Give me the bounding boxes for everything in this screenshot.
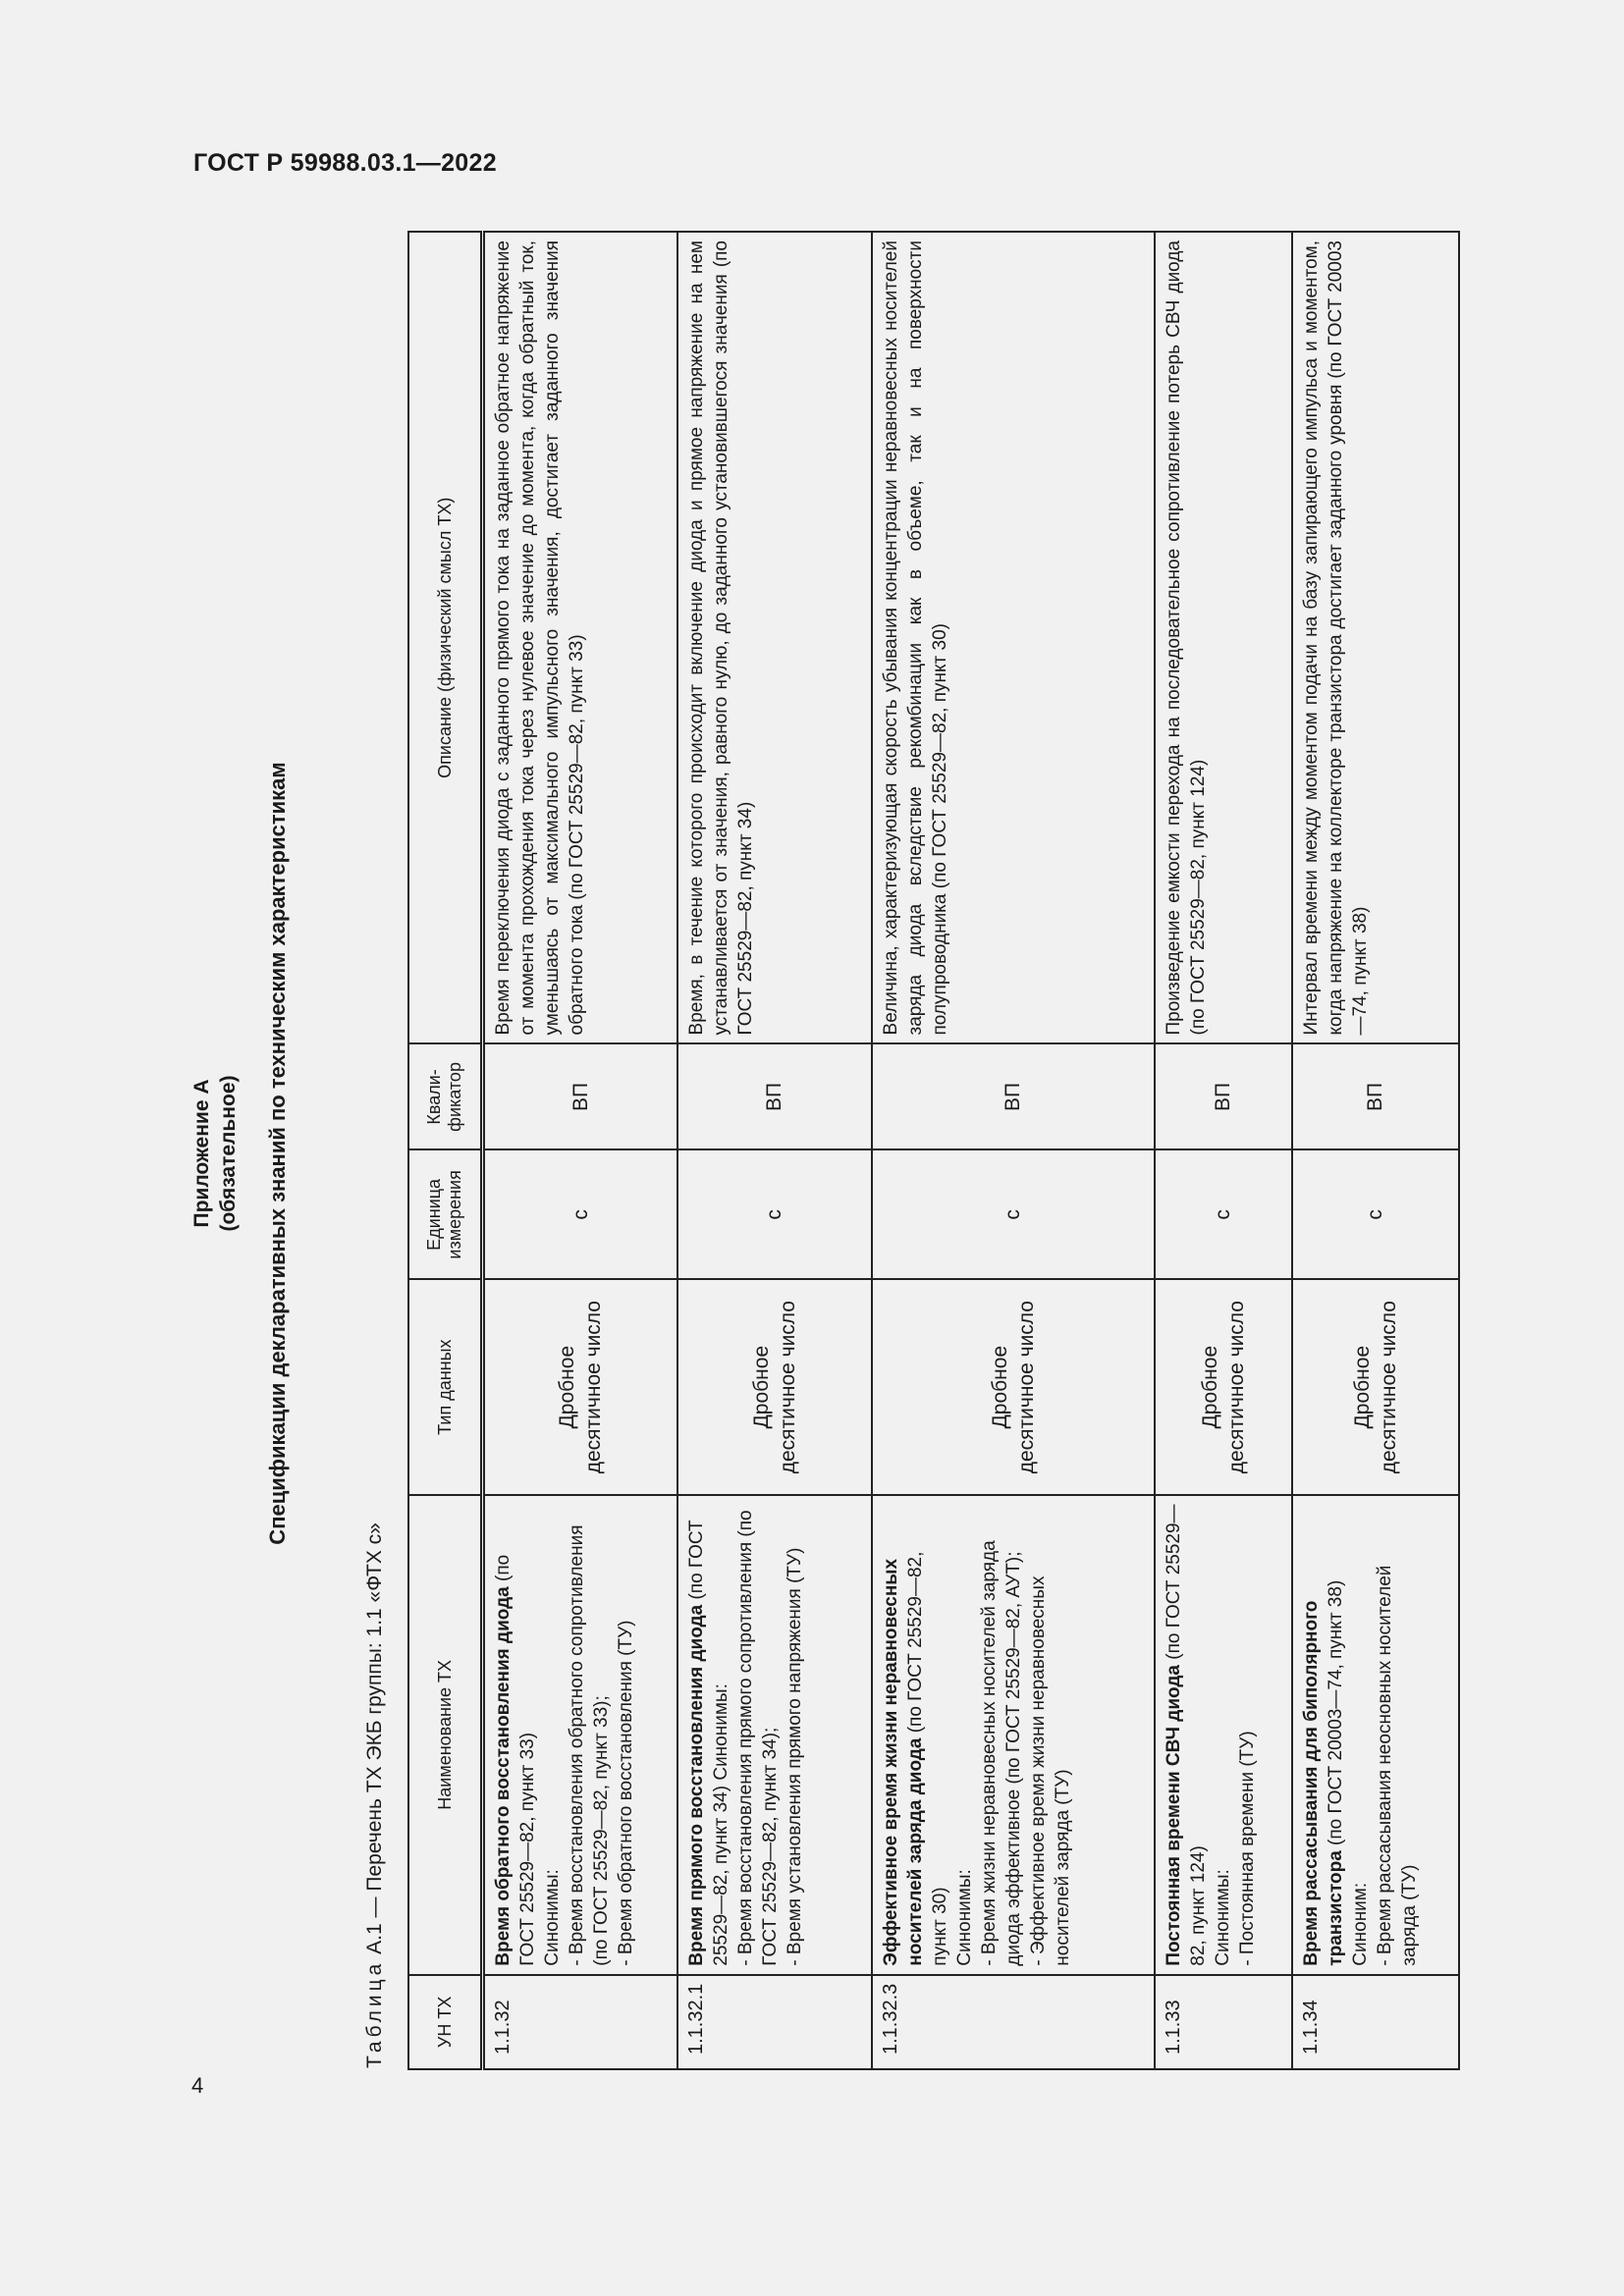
synonyms-label: Синоним: (1349, 1882, 1371, 1966)
cell-unit: с (1155, 1149, 1292, 1279)
cell-qualifier: ВП (677, 1043, 872, 1149)
header-un: УН ТХ (408, 1975, 483, 2069)
tx-name-bold: Постоянная времени СВЧ диода (1163, 1665, 1184, 1966)
tx-name-bold: Эффективное время жизни неравновесных носителей заряда диода (880, 1558, 926, 1966)
cell-unit: с (1292, 1149, 1459, 1279)
table-caption (363, 1522, 387, 2068)
appendix-status: (обязательное) (217, 1075, 240, 1232)
cell-description: Интервал времени между моментом подачи на базу запирающего импульса и моментом, когда напряжение на коллекторе транзистора достигает заданного уровня (по ГОСТ 20003—74, пункт 38) (1292, 232, 1459, 1043)
synonym-item: - Время жизни неравновесных носителей заряда диода эффективное (по ГОСТ 25529—82, АУТ); (978, 1540, 1024, 1966)
table-header-row (408, 232, 483, 2069)
synonyms-label: Синонимы: (953, 1869, 975, 1966)
table-row (483, 232, 677, 2069)
tx-name-bold: Время прямого восстановления диода (685, 1604, 707, 1966)
table-caption-text: А.1 — Перечень ТХ ЭКБ группы: 1.1 «ФТХ с» (363, 1522, 386, 1954)
table-row (1155, 232, 1292, 2069)
synonym-item: - Время обратного восстановления (ТУ) (616, 1620, 636, 1966)
cell-description: Величина, характеризующая скорость убывания концентрации неравновесных носителей заряда диода вследствие рекомбинации как в объеме, так и на поверхности полупроводника (по ГОСТ 25529—82, пункт 30) (872, 232, 1155, 1043)
appendix-title (189, 231, 242, 2076)
cell-name (1155, 1495, 1292, 1975)
cell-unit: с (483, 1149, 677, 1279)
table-row (677, 232, 872, 2069)
table-row (872, 232, 1155, 2069)
synonym-item: - Эффективное время жизни неравновесных носителей заряда (ТУ) (1027, 1575, 1073, 1966)
cell-un: 1.1.34 (1292, 1975, 1459, 2069)
cell-name (1292, 1495, 1459, 1975)
synonyms-label: Синонимы: (1212, 1869, 1233, 1966)
header-type: Тип данных (408, 1279, 483, 1495)
cell-description: Произведение емкости перехода на последовательное сопротивление потерь СВЧ диода (по ГОСТ 25529—82, пункт 124) (1155, 232, 1292, 1043)
cell-un: 1.1.32.3 (872, 1975, 1155, 2069)
cell-unit: с (677, 1149, 872, 1279)
cell-qualifier: ВП (872, 1043, 1155, 1149)
spec-title: Спецификации декларативных знаний по техническим характеристикам (265, 762, 290, 1545)
cell-description: Время, в течение которого происходит включение диода и прямое напряжение на нем устанавливается от значения, равного нулю, до заданного установившегося значения (по ГОСТ 25529—82, пункт 34) (677, 232, 872, 1043)
cell-un: 1.1.32 (483, 1975, 677, 2069)
synonym-item: - Время рассасывания неосновных носителей заряда (ТУ) (1374, 1565, 1420, 1966)
synonyms-label: Синонимы: (542, 1869, 563, 1966)
header-unit-line1: Единица (424, 1178, 444, 1251)
tx-name-ref: (по ГОСТ 20003—74, пункт 38) (1325, 1579, 1346, 1851)
cell-type: Дробное десятичное число (1292, 1279, 1459, 1495)
cell-qualifier: ВП (483, 1043, 677, 1149)
synonym-item: - Время восстановления прямого сопротивления (по ГОСТ 25529—82, пункт 34); (734, 1510, 781, 1966)
cell-type: Дробное десятичное число (483, 1279, 677, 1495)
appendix-label: Приложение А (190, 1079, 213, 1228)
tx-name-bold: Время обратного восстановления диода (493, 1586, 514, 1966)
tx-name-bold: Время рассасывания для биполярного транзистора (1300, 1600, 1346, 1966)
header-qualifier-line1: Квали- (424, 1069, 444, 1125)
cell-type: Дробное десятичное число (677, 1279, 872, 1495)
cell-qualifier: ВП (1155, 1043, 1292, 1149)
cell-un: 1.1.32.1 (677, 1975, 872, 2069)
cell-description: Время переключения диода с заданного прямого тока на заданное обратное напряжение от момента прохождения тока через нулевое значение до момента, когда обратный ток, уменьшаясь от максимального импульсного значения, достигает заданного значения обратного тока (по ГОСТ 25529—82, пункт 33) (483, 232, 677, 1043)
cell-name (677, 1495, 872, 1975)
tx-table (407, 231, 1460, 2070)
synonym-item: - Время установления прямого напряжения (ТУ) (784, 1547, 805, 1966)
tx-name-ref: (по ГОСТ 25529—82, пункт 33) (493, 1554, 538, 1966)
header-unit-line2: измерения (445, 1170, 464, 1259)
cell-qualifier: ВП (1292, 1043, 1459, 1149)
synonym-item: - Время восстановления обратного сопротивления (по ГОСТ 25529—82, пункт 33); (567, 1524, 612, 1966)
header-qualifier-line2: фикатор (445, 1062, 464, 1132)
page-number: 4 (191, 2073, 204, 2098)
table-caption-prefix: Таблица (363, 1959, 386, 2068)
tx-name-ref: (по ГОСТ 25529—82, пункт 124) (1163, 1504, 1209, 1966)
document-code: ГОСТ Р 59988.03.1—2022 (193, 149, 497, 177)
header-unit (408, 1149, 483, 1279)
cell-type: Дробное десятичное число (872, 1279, 1155, 1495)
header-name: Наименование ТХ (408, 1495, 483, 1975)
synonym-item: - Постоянная времени (ТУ) (1236, 1731, 1258, 1966)
cell-unit: с (872, 1149, 1155, 1279)
header-qualifier (408, 1043, 483, 1149)
header-description: Описание (физический смысл ТХ) (408, 232, 483, 1043)
cell-name (483, 1495, 677, 1975)
tx-name-ref: (по ГОСТ 25529—82, пункт 34) Синонимы: (685, 1520, 731, 1966)
tx-name-ref: (по ГОСТ 25529—82, пункт 30) (904, 1551, 950, 1966)
cell-name (872, 1495, 1155, 1975)
table-row (1292, 232, 1459, 2069)
cell-un: 1.1.33 (1155, 1975, 1292, 2069)
cell-type: Дробное десятичное число (1155, 1279, 1292, 1495)
